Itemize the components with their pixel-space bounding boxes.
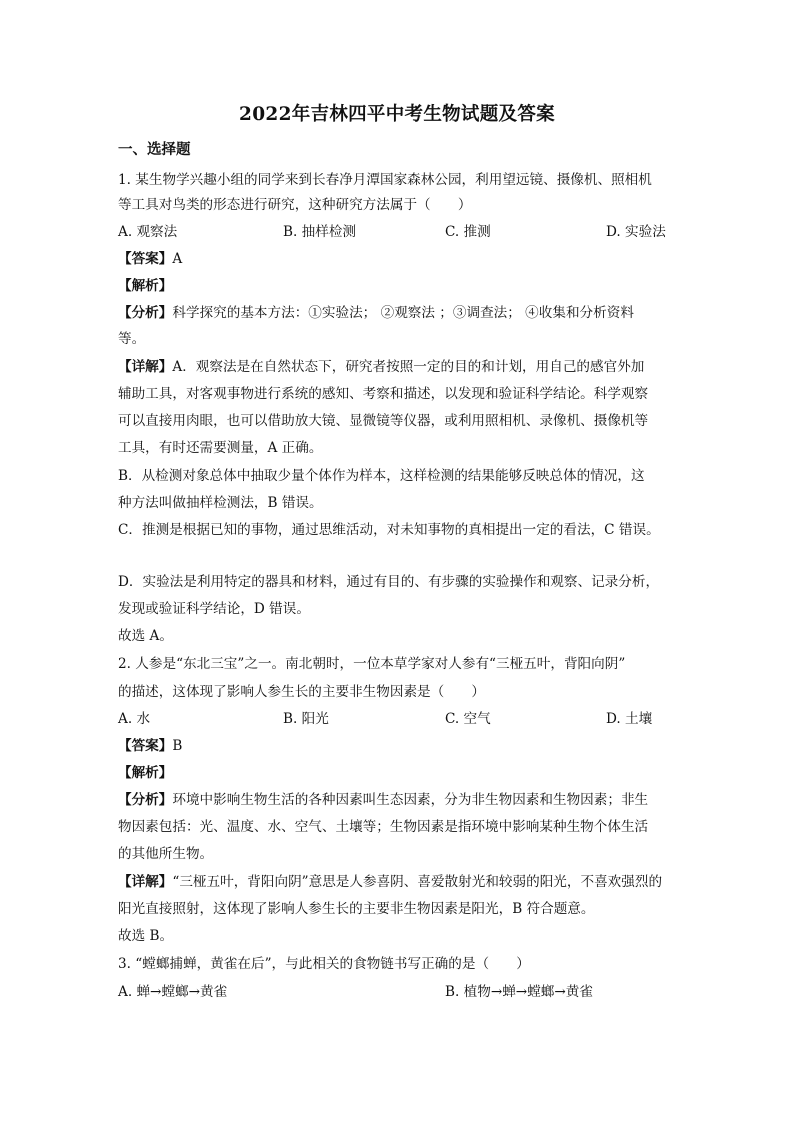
q1-detail-d-line-1: D．实验法是利用特定的器具和材料，通过有目的、有步骤的实验操作和观察、记录分析， xyxy=(118,574,660,590)
q2-detail-line-1: 【详解】“三桠五叶，背阳向阴”意思是人参喜阴、喜爱散射光和较弱的阳光，不喜欢强烈的 xyxy=(118,874,663,890)
q1-fenxi-line-1: 【分析】科学探究的基本方法：①实验法； ②观察法 ；③调查法； ④收集和分析资料 xyxy=(118,305,634,321)
q2-analysis-heading xyxy=(118,763,678,783)
q1-stem-line-2: 等工具对鸟类的形态进行研究，这种研究方法属于（ ） xyxy=(118,197,472,213)
q1-detail-b-line-2: 种方法叫做抽样检测法，B 错误。 xyxy=(118,495,323,511)
q1-option-b: B. 抽样检测 xyxy=(283,224,357,240)
q1-fenxi-line-2: 等。 xyxy=(118,331,146,347)
q1-detail-line-3: 可以直接用肉眼，也可以借助放大镜、显微镜等仪器，或利用照相机、录像机、摄像机等 xyxy=(118,413,649,429)
q1-detail-line-2: 辅助工具，对客观事物进行系统的感知、考察和描述，以发现和验证科学结论。科学观察 xyxy=(118,386,649,402)
q1-analysis-heading xyxy=(118,276,678,296)
q2-fenxi-line-3: 的其他所生物。 xyxy=(118,846,214,862)
q2-fenxi-line-1: 【分析】环境中影响生物生活的各种因素叫生态因素，分为非生物因素和生物因素；非生 xyxy=(118,792,649,808)
q2-option-c: C. 空气 xyxy=(445,711,491,727)
bracket-label: 【详解】 xyxy=(118,359,173,375)
bracket-label: 【分析】 xyxy=(118,792,173,808)
page-title: 2022年吉林四平中考生物试题及答案 xyxy=(239,104,555,125)
q3-option-a: A. 蝉→螳螂→黄雀 xyxy=(118,984,228,1000)
q1-detail-c-line: C．推测是根据已知的事物，通过思维活动，对未知事物的真相提出一定的看法，C 错误。 xyxy=(118,522,660,538)
q2-option-b: B. 阳光 xyxy=(283,711,329,727)
q2-option-a: A. 水 xyxy=(118,711,151,727)
q1-option-c: C. 推测 xyxy=(445,224,491,240)
bracket-label: 【解析】 xyxy=(118,765,173,781)
bracket-label: 【答案】 xyxy=(118,738,173,754)
q1-detail-d-line-2: 发现或验证科学结论，D 错误。 xyxy=(118,601,310,617)
q1-detail-b-line-1: B．从检测对象总体中抽取少量个体作为样本，这样检测的结果能够反映总体的情况，这 xyxy=(118,468,645,484)
q1-detail-line-1: 【详解】A．观察法是在自然状态下，研究者按照一定的目的和计划，用自己的感官外加 xyxy=(118,359,645,375)
q3-stem-line-1: 3. “螳螂捕蝉，黄雀在后”，与此相关的食物链书写正确的是（ ） xyxy=(118,956,530,972)
q1-choice: 故选 A。 xyxy=(118,628,173,644)
section-title: 一、选择题 xyxy=(118,141,191,158)
q1-detail-line-4: 工具，有时还需要测量，A 正确。 xyxy=(118,440,323,456)
q3-option-b: B. 植物→蝉→螳螂→黄雀 xyxy=(445,984,593,1000)
q2-choice: 故选 B。 xyxy=(118,928,174,944)
q2-answer: 【答案】B xyxy=(118,738,183,754)
bracket-label: 【解析】 xyxy=(118,278,173,294)
bracket-label: 【分析】 xyxy=(118,305,173,321)
q1-answer: 【答案】A xyxy=(118,251,183,267)
q2-stem-line-1: 2. 人参是“东北三宝”之一。南北朝时，一位本草学家对人参有“三桠五叶，背阳向阴” xyxy=(118,656,626,672)
q2-fenxi-line-2: 物因素包括：光、温度、水、空气、土壤等；生物因素是指环境中影响某种生物个体生活 xyxy=(118,819,649,835)
q2-option-d: D. 土壤 xyxy=(606,711,653,727)
q1-option-a: A. 观察法 xyxy=(118,224,178,240)
bracket-label: 【答案】 xyxy=(118,251,173,267)
q1-option-d: D. 实验法 xyxy=(606,224,666,240)
q2-stem-line-2: 的描述，这体现了影响人参生长的主要非生物因素是（ ） xyxy=(118,684,486,700)
q1-stem-line-1: 1. 某生物学兴趣小组的同学来到长春净月潭国家森林公园，利用望远镜、摄像机、照相机 xyxy=(118,172,652,188)
bracket-label: 【详解】 xyxy=(118,874,173,890)
q2-detail-line-2: 阳光直接照射，这体现了影响人参生长的主要非生物因素是阳光，B 符合题意。 xyxy=(118,901,595,917)
